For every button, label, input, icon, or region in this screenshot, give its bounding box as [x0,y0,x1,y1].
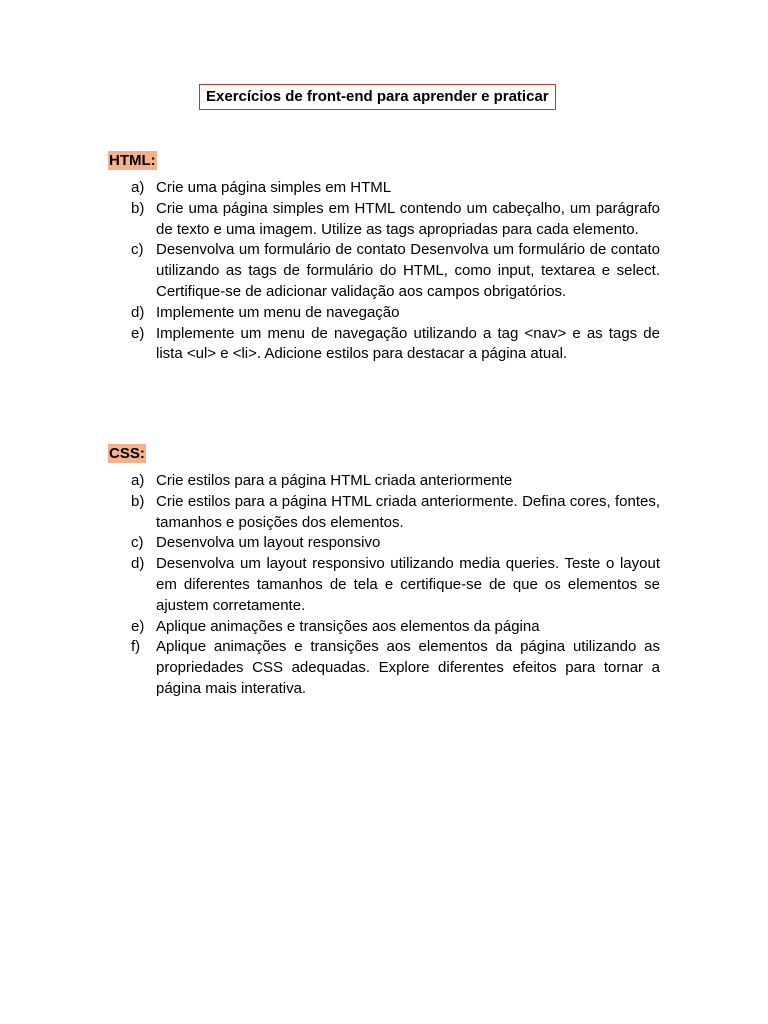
list-item-text: Crie estilos para a página HTML criada anteriormente [156,472,513,489]
list-marker: e) [131,324,145,342]
list-marker: b) [131,492,145,510]
list-item-text: Desenvolva um layout responsivo utilizando media queries. Teste o layout em diferentes tamanhos de tela e certifique-se de que os elementos se ajustem corretamente. [156,555,660,614]
list-item [108,533,660,554]
list-marker: d) [131,555,145,573]
section-heading-css: CSS: [109,445,145,462]
exercise-list-html [108,178,660,365]
list-item [108,617,660,638]
list-item [108,199,660,241]
document-title: Exercícios de front-end para aprender e praticar [199,84,556,110]
list-marker: f) [131,638,141,656]
list-item-text: Crie uma página simples em HTML contendo um cabeçalho, um parágrafo de texto e uma imagem. Utilize as tags apropriadas para cada elemento. [156,199,660,238]
exercise-list-css [108,471,660,700]
section-css [108,444,660,700]
list-marker: d) [131,303,145,321]
list-marker: c) [131,241,144,259]
list-item-text: Crie uma página simples em HTML [156,179,392,196]
list-item-text: Desenvolva um formulário de contato Desenvolva um formulário de contato utilizando as tags de formulário do HTML, como input, textarea e select. Certifique-se de adicionar validação aos campos obrigatórios. [156,241,660,300]
list-item [108,471,660,492]
list-item [108,554,660,616]
list-item-text: Crie estilos para a página HTML criada anteriormente. Defina cores, fontes, tamanhos e posições dos elementos. [156,492,660,531]
section-html [108,151,660,365]
list-marker: c) [131,534,144,552]
list-item [108,492,660,534]
list-marker: b) [131,199,145,217]
list-item [108,637,660,699]
section-heading-html: HTML: [109,152,156,169]
list-marker: e) [131,617,145,635]
list-marker: a) [131,179,145,196]
list-item [108,240,660,302]
list-marker: a) [131,472,145,489]
list-item [108,303,660,324]
list-item-text: Implemente um menu de navegação utilizando a tag <nav> e as tags de lista <ul> e <li>. Adicione estilos para destacar a página atual. [156,324,660,363]
list-item-text: Aplique animações e transições aos elementos da página utilizando as propriedades CSS adequadas. Explore diferentes efeitos para tornar a página mais interativa. [156,638,660,697]
list-item [108,324,660,366]
list-item-text: Aplique animações e transições aos elementos da página [156,617,540,635]
list-item-text: Implemente um menu de navegação [156,303,400,321]
list-item-text: Desenvolva um layout responsivo [156,534,381,552]
list-item [108,178,660,199]
